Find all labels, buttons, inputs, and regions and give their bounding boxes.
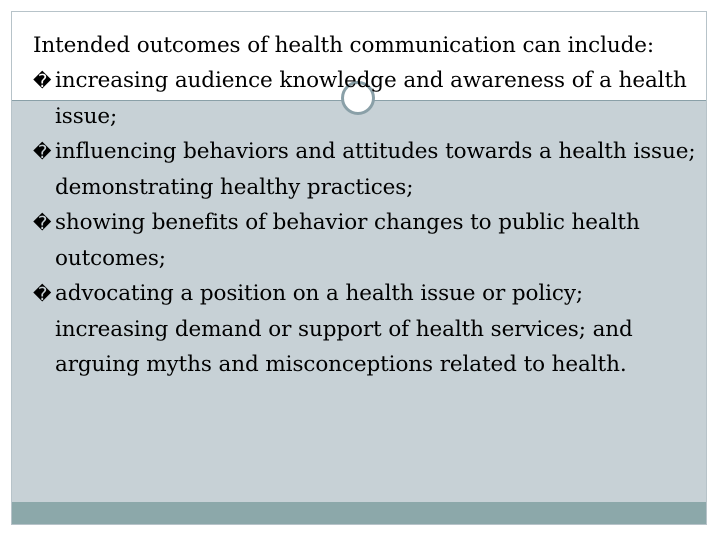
intro-paragraph — [33, 28, 699, 63]
bullet-icon: � — [33, 142, 52, 163]
bullet-item — [33, 276, 699, 382]
bullet-item — [33, 63, 699, 134]
bullet-text: influencing behaviors and attitudes towards a health issue; demonstrating healthy practices; — [55, 139, 696, 200]
bullet-item — [33, 205, 699, 276]
bullet-item — [33, 134, 699, 205]
bullet-text: advocating a position on a health issue or policy; increasing demand or support of health services; and arguing myths and misconceptions related to health. — [55, 281, 633, 377]
bullet-icon: � — [33, 284, 52, 305]
bullet-icon: � — [33, 71, 52, 92]
bullet-text: increasing audience knowledge and awareness of a health issue; — [55, 68, 687, 129]
bullet-icon: � — [33, 213, 52, 234]
intro-text: Intended outcomes of health communication can include: — [33, 33, 655, 58]
slide-text — [33, 28, 699, 382]
bullet-text: showing benefits of behavior changes to public health outcomes; — [55, 210, 640, 271]
